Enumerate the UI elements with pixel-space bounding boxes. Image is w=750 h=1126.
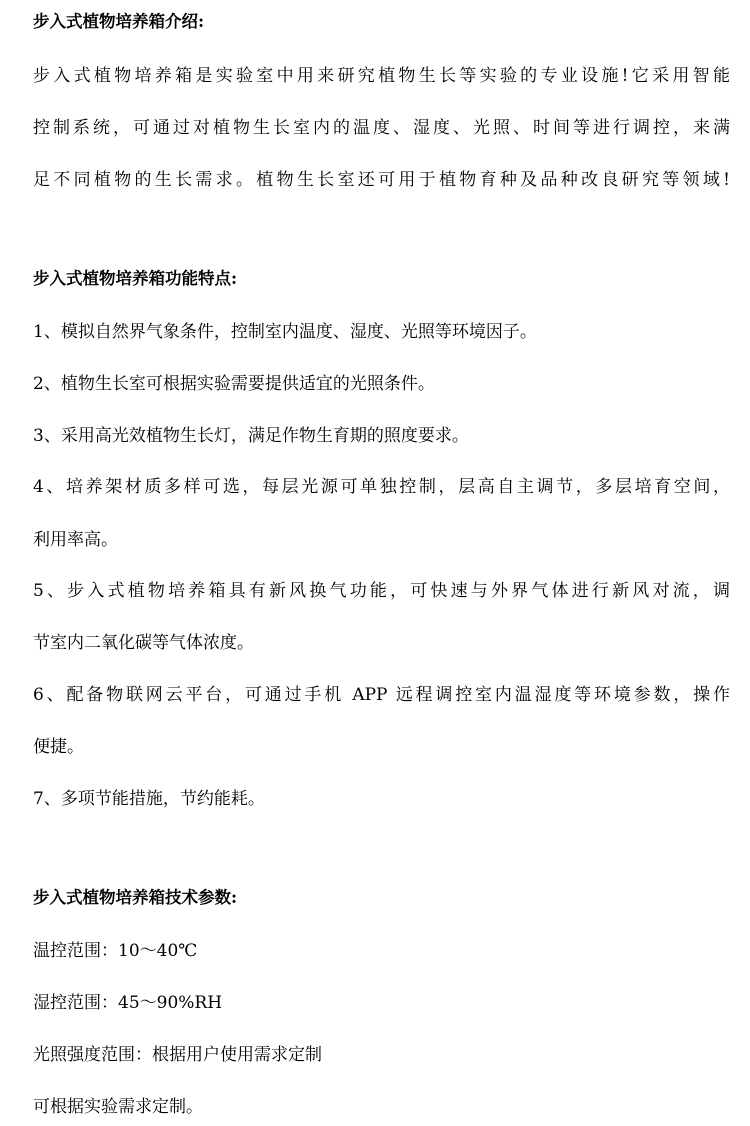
feature-item: 1、模拟自然界气象条件，控制室内温度、湿度、光照等环境因子。 — [33, 322, 537, 342]
feature-item: 2、植物生长室可根据实验需要提供适宜的光照条件。 — [33, 374, 435, 394]
feature-item: 5、步入式植物培养箱具有新风换气功能，可快速与外界气体进行新风对流，调 — [33, 581, 730, 601]
spec-item: 可根据实验需求定制。 — [33, 1097, 203, 1117]
intro-heading: 步入式植物培养箱介绍: — [33, 12, 205, 31]
intro-line: 足不同植物的生长需求。植物生长室还可用于植物育种及品种改良研究等领域! — [33, 170, 730, 190]
feature-item: 6、配备物联网云平台，可通过手机 APP 远程调控室内温湿度等环境参数，操作 — [33, 685, 730, 705]
features-heading: 步入式植物培养箱功能特点: — [33, 269, 238, 288]
feature-item-continued: 利用率高。 — [33, 530, 118, 550]
feature-item-continued: 便捷。 — [33, 737, 84, 757]
intro-line: 控制系统，可通过对植物生长室内的温度、湿度、光照、时间等进行调控，来满 — [33, 118, 730, 138]
feature-item: 3、采用高光效植物生长灯，满足作物生育期的照度要求。 — [33, 426, 469, 446]
specs-heading: 步入式植物培养箱技术参数: — [33, 888, 238, 907]
spec-item: 温控范围：10～40℃ — [33, 941, 198, 961]
intro-line: 步入式植物培养箱是实验室中用来研究植物生长等实验的专业设施!它采用智能 — [33, 66, 730, 86]
feature-item-continued: 节室内二氧化碳等气体浓度。 — [33, 633, 254, 653]
spec-item: 湿控范围：45～90%RH — [33, 993, 223, 1013]
feature-item: 4、培养架材质多样可选，每层光源可单独控制，层高自主调节，多层培育空间， — [33, 477, 730, 497]
feature-item: 7、多项节能措施，节约能耗。 — [33, 789, 265, 809]
spec-item: 光照强度范围：根据用户使用需求定制 — [33, 1045, 322, 1065]
